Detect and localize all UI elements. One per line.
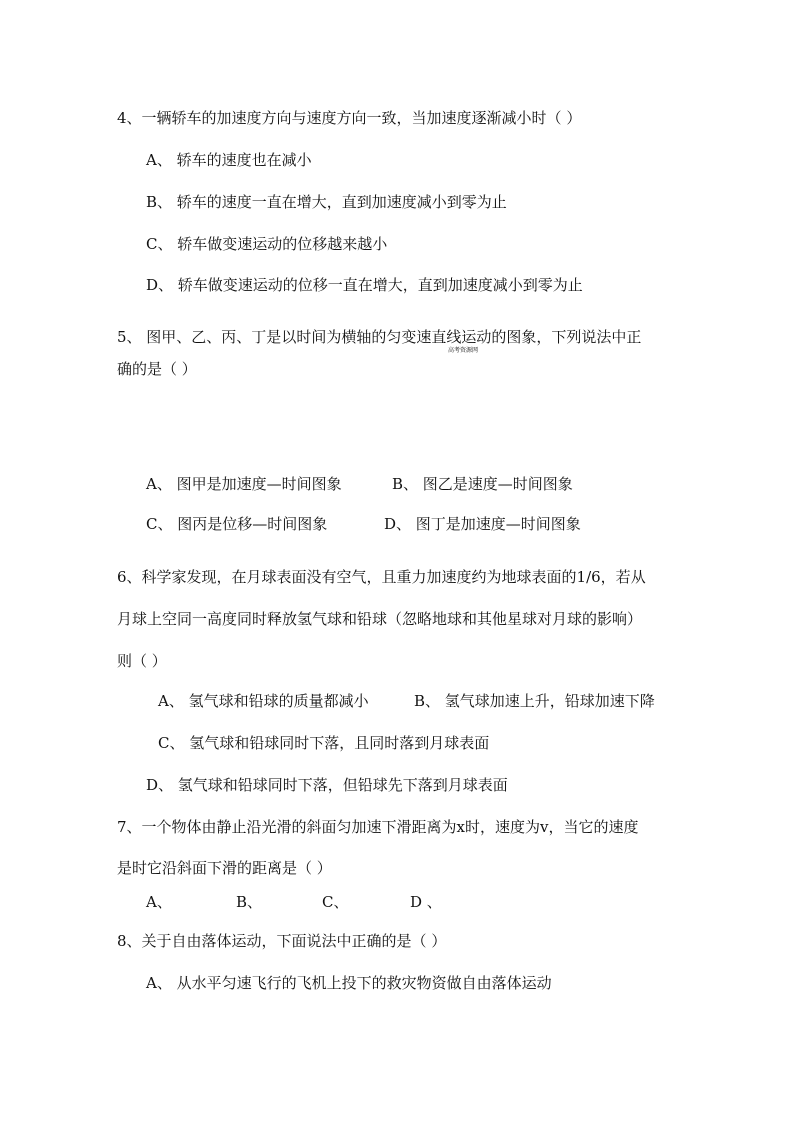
q8-stem: 8、关于自由落体运动，下面说法中正确的是（ ） — [117, 932, 447, 950]
q5-option-d: D、 图丁是加速度—时间图象 — [384, 515, 581, 533]
q7-option-d: D 、 — [410, 893, 442, 911]
q6-stem-line3: 则（ ） — [117, 652, 167, 670]
q5-stem-text: 5、 图甲、乙、丙、丁是以时间为横轴的匀变速直线运动的图象，下列说法中正 — [117, 328, 642, 346]
q6-stem-line1: 6、科学家发现，在月球表面没有空气，且重力加速度约为地球表面的1/6，若从 — [117, 568, 646, 586]
q8-option-a: A、 从水平匀速飞行的飞机上投下的救灾物资做自由落体运动 — [146, 974, 552, 992]
q5-stem-line1 — [117, 327, 641, 347]
q7-stem-line1: 7、一个物体由静止沿光滑的斜面匀加速下滑距离为x时，速度为v，当它的速度 — [117, 818, 639, 836]
q5-option-c: C、 图丙是位移—时间图象 — [146, 515, 328, 533]
q6-option-a: A、 氢气球和铅球的质量都减小 — [158, 692, 369, 710]
q7-option-a: A、 — [146, 893, 172, 911]
q7-option-c: C、 — [322, 893, 349, 911]
q4-option-b: B、 轿车的速度一直在增大，直到加速度减小到零为止 — [146, 193, 507, 211]
q6-option-d: D、 氢气球和铅球同时下落，但铅球先下落到月球表面 — [146, 776, 508, 794]
q5-watermark — [448, 331, 478, 361]
q7-stem-line2: 是时它沿斜面下滑的距离是（ ） — [117, 859, 332, 877]
q4-option-a: A、 轿车的速度也在减小 — [146, 151, 312, 169]
q7-option-b: B、 — [236, 893, 263, 911]
q6-option-b: B、 氢气球加速上升，铅球加速下降 — [414, 692, 655, 710]
q5-option-a: A、 图甲是加速度—时间图象 — [146, 475, 342, 493]
q5-stem-line2: 确的是（ ） — [117, 360, 197, 378]
q6-stem-line2: 月球上空同一高度同时释放氢气球和铅球（忽略地球和其他星球对月球的影响） — [117, 610, 643, 628]
q4-option-d: D、 轿车做变速运动的位移一直在增大，直到加速度减小到零为止 — [146, 276, 583, 294]
q4-stem: 4、一辆轿车的加速度方向与速度方向一致，当加速度逐渐减小时（ ） — [117, 109, 582, 127]
q4-option-c: C、 轿车做变速运动的位移越来越小 — [146, 235, 388, 253]
q5-tiny-mark: 高考资源网 — [448, 347, 479, 354]
q5-option-b: B、 图乙是速度—时间图象 — [392, 475, 573, 493]
q6-option-c: C、 氢气球和铅球同时下落，且同时落到月球表面 — [158, 734, 490, 752]
